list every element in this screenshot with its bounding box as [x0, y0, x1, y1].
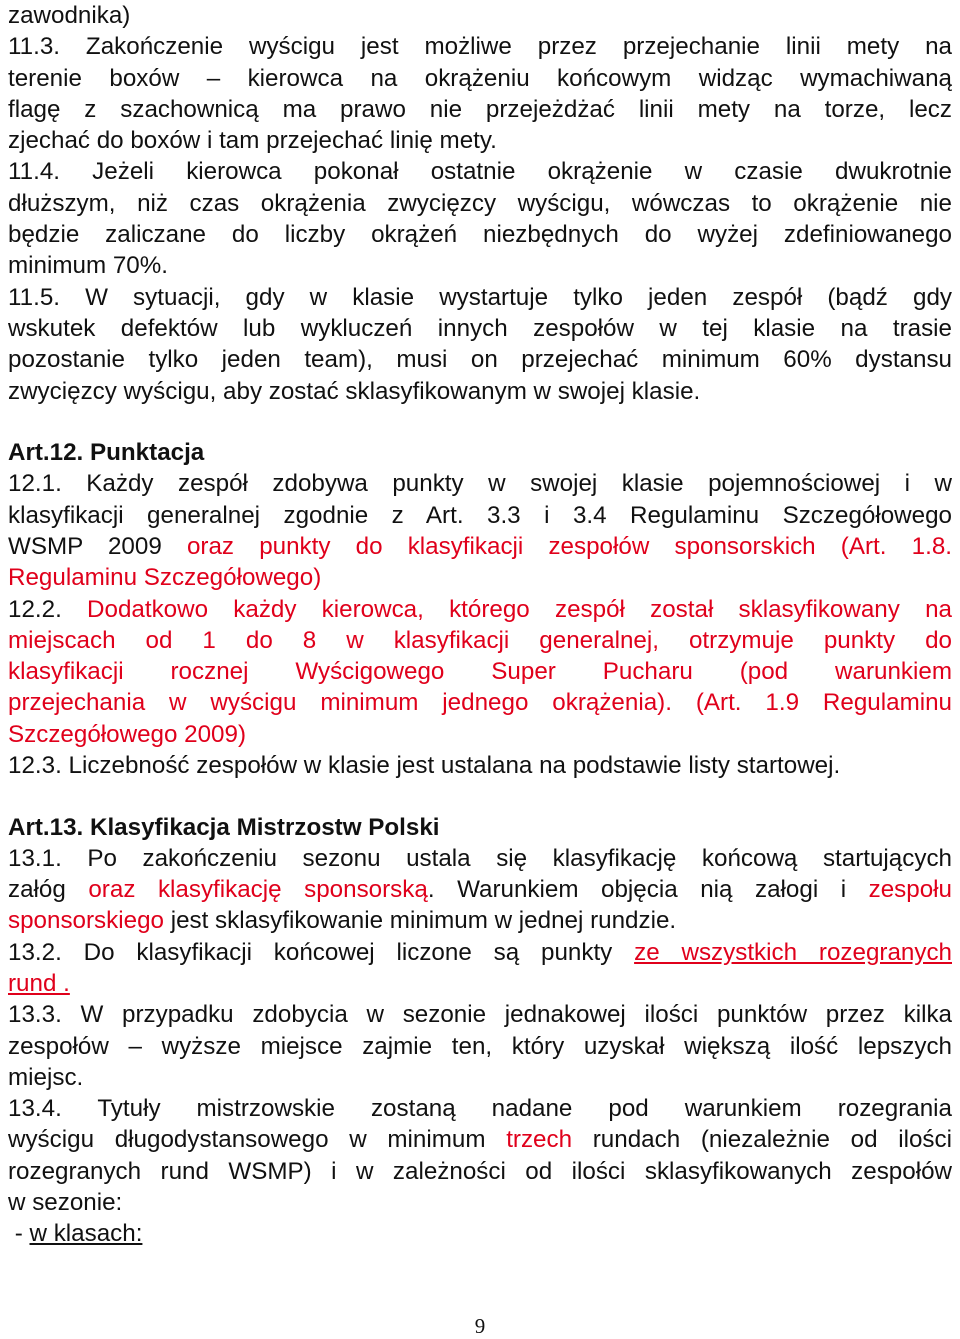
text-line	[8, 594, 952, 625]
section-heading-art12: Art.12. Punktacja	[8, 439, 205, 467]
text-line: 13.4. Tytuły mistrzowskie zostaną nadane pod warunkiem rozegrania	[8, 1095, 952, 1123]
text-line: miejsc.	[8, 1063, 84, 1091]
highlighted-text: Regulaminu Szczegółowego)	[8, 564, 322, 592]
text-line: rozegranych rund WSMP) i w zależności od ilości sklasyfikowanych zespołów	[8, 1157, 952, 1185]
document-page	[8, 0, 952, 1250]
text-run: WSMP 2009	[8, 532, 187, 560]
highlighted-text: klasyfikacji rocznej Wyścigowego Super Pucharu (pod warunkiem	[8, 658, 952, 686]
list-item	[8, 1218, 952, 1249]
text-line	[8, 531, 952, 562]
highlighted-text: trzech	[506, 1126, 573, 1154]
text-line: zwycięzcy wyścigu, aby zostać sklasyfikowanym w swojej klasie.	[8, 377, 701, 405]
highlighted-text: oraz punkty do klasyfikacji zespołów sponsorskich (Art. 1.8.	[186, 532, 952, 560]
text-run: jest sklasyfikowanie minimum w jednej rundzie.	[163, 907, 677, 935]
text-line: 11.5. W sytuacji, gdy w klasie wystartuje tylko jeden zespół (bądź gdy	[8, 283, 952, 311]
text-line: flagę z szachownicą ma prawo nie przejeżdżać linii mety na torze, lecz	[8, 95, 952, 123]
highlighted-text: przejechania w wyścigu minimum jednego okrążenia). (Art. 1.9 Regulaminu	[8, 689, 952, 717]
text-line: 12.1. Każdy zespół zdobywa punkty w swojej klasie pojemnościowej i w	[8, 470, 952, 498]
highlighted-text: sponsorskiego	[8, 907, 164, 935]
highlighted-text: miejscach od 1 do 8 w klasyfikacji generalnej, otrzymuje punkty do	[8, 626, 952, 654]
text-line: minimum 70%.	[8, 252, 168, 280]
section-heading-art13: Art.13. Klasyfikacja Mistrzostw Polski	[8, 813, 440, 841]
text-line	[8, 1124, 952, 1155]
text-line: 11.4. Jeżeli kierowca pokonał ostatnie okrążenie w czasie dwukrotnie	[8, 158, 952, 186]
text-line: wskutek defektów lub wykluczeń innych zespołów w tej klasie na trasie	[8, 314, 952, 342]
text-run: wyścigu długodystansowego w minimum	[8, 1126, 507, 1154]
underlined-text: w klasach:	[29, 1220, 143, 1248]
text-line: dłuższym, niż czas okrążenia zwycięzcy wyścigu, wówczas to okrążenie nie	[8, 189, 952, 217]
text-run: . Warunkiem objęcia nią załogi i	[427, 876, 869, 904]
text-line: zawodnika)	[8, 2, 131, 29]
text-run: załóg	[8, 876, 89, 904]
highlighted-text: Szczegółowego 2009)	[8, 720, 247, 748]
highlighted-text: zespołu	[868, 876, 952, 904]
page-number: 9	[474, 1314, 486, 1338]
text-line: 13.1. Po zakończeniu sezonu ustala się klasyfikację końcową startujących	[8, 844, 952, 872]
underlined-highlighted-text: ze wszystkich rozegranych	[634, 938, 952, 966]
paragraph-gap	[8, 407, 952, 437]
text-run: rundach (niezależnie od ilości	[572, 1126, 952, 1154]
highlighted-text: Dodatkowo każdy kierowca, którego zespół został sklasyfikowany na	[87, 595, 952, 623]
text-line: 13.3. W przypadku zdobycia w sezonie jednakowej ilości punktów przez kilka	[8, 1001, 952, 1029]
text-line: będzie zaliczane do liczby okrążeń niezbędnych do wyżej zdefiniowanego	[8, 221, 952, 249]
text-line: 12.3. Liczebność zespołów w klasie jest ustalana na podstawie listy startowej.	[8, 752, 841, 780]
text-run: 13.2. Do klasyfikacji końcowej liczone są punkty	[8, 938, 635, 966]
underlined-highlighted-text: rund .	[8, 969, 70, 997]
text-line: terenie boxów – kierowca na okrążeniu końcowym widząc wymachiwaną	[8, 64, 952, 92]
text-run: 12.2.	[8, 595, 88, 623]
text-line	[8, 937, 952, 968]
text-line: w sezonie:	[8, 1189, 123, 1217]
text-line: pozostanie tylko jeden team), musi on przejechać minimum 60% dystansu	[8, 346, 952, 374]
text-line: klasyfikacji generalnej zgodnie z Art. 3.3 i 3.4 Regulaminu Szczegółowego	[8, 501, 952, 529]
text-line: zjechać do boxów i tam przejechać linię mety.	[8, 127, 497, 155]
text-line	[8, 874, 952, 905]
text-line: 11.3. Zakończenie wyścigu jest możliwe przez przejechanie linii mety na	[8, 33, 952, 61]
list-bullet: -	[8, 1220, 30, 1248]
highlighted-text: oraz klasyfikację sponsorską	[88, 876, 428, 904]
paragraph-gap	[8, 781, 952, 811]
text-line	[8, 905, 952, 936]
text-line: zespołów – wyższe miejsce zajmie ten, który uzyskał większą ilość lepszych	[8, 1032, 952, 1060]
